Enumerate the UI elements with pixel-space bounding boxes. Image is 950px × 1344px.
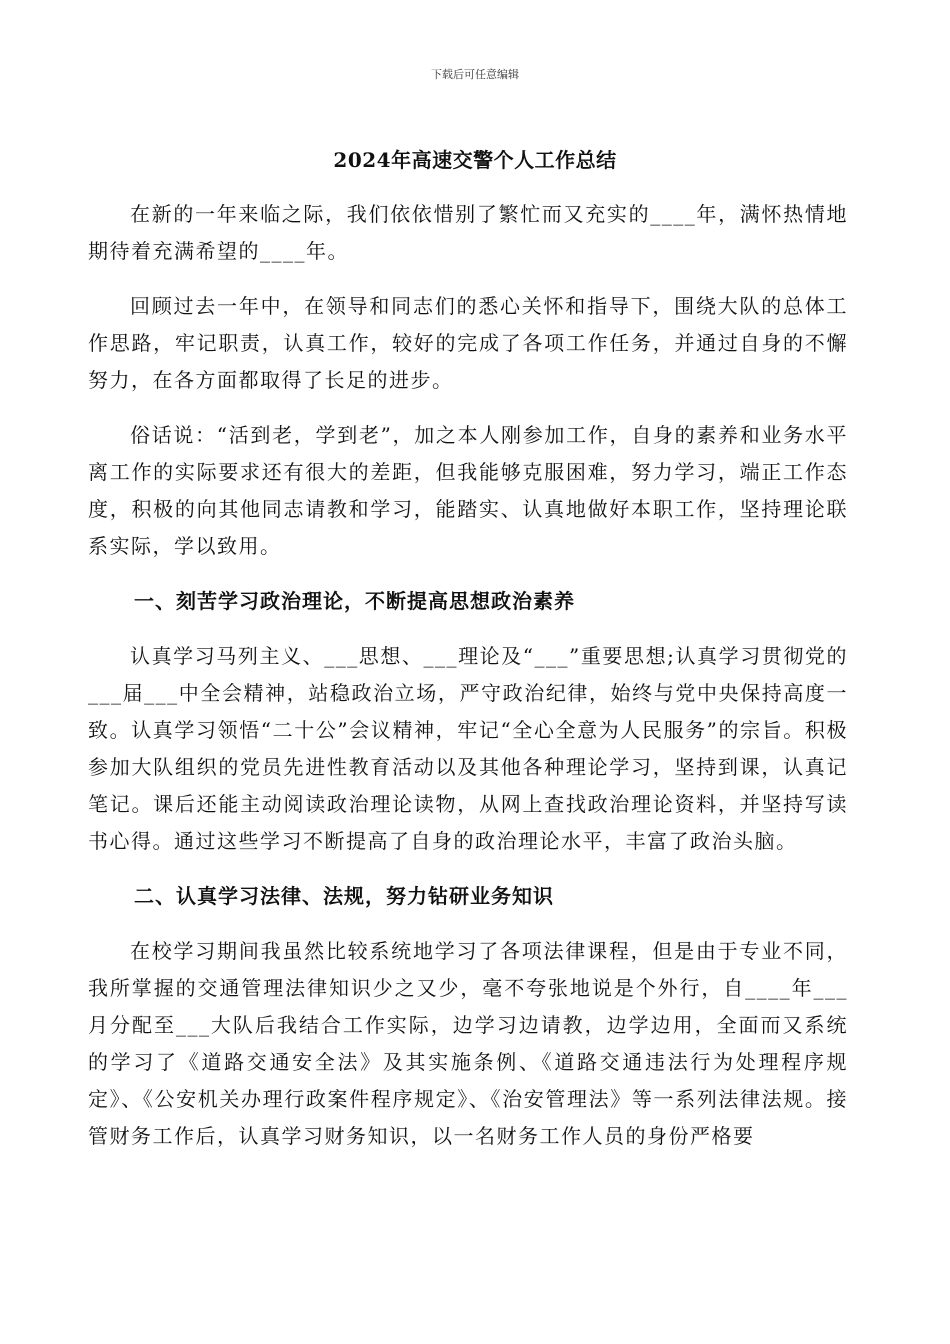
document-body	[88, 196, 848, 1173]
paragraph-review: 回顾过去一年中，在领导和同志们的悉心关怀和指导下，围绕大队的总体工作思路，牢记职责，认真工作，较好的完成了各项工作任务，并通过自身的不懈努力，在各方面都取得了长足的进步。	[88, 294, 848, 392]
paragraph-intro: 在新的一年来临之际，我们依依惜别了繁忙而又充实的____年，满怀热情地期待着充满希望的____年。	[88, 202, 848, 263]
paragraph-proverb: 俗话说：“活到老，学到老”，加之本人刚参加工作，自身的素养和业务水平离工作的实际要求还有很大的差距，但我能够克服困难，努力学习，端正工作态度，积极的向其他同志请教和学习，能踏实、认真地做好本职工作，坚持理论联系实际，学以致用。	[88, 423, 848, 558]
document-title: 2024年高速交警个人工作总结	[333, 148, 617, 172]
header-note: 下载后可任意编辑	[431, 68, 519, 81]
paragraph-legal-study: 在校学习期间我虽然比较系统地学习了各项法律课程，但是由于专业不同，我所掌握的交通管理法律知识少之又少，毫不夸张地说是个外行，自____年___月分配至___大队后我结合工作实际，边学习边请教，边学边用，全面而又系统的学习了《道路交通安全法》及其实施条例、《道路交通违法行为处理程序规定》、《公安机关办理行政案件程序规定》、《治安管理法》等一系列法律法规。接管财务工作后，认真学习财务知识，以一名财务工作人员的身份严格要	[88, 939, 848, 1148]
section-heading-2: 二、认真学习法律、法规，努力钻研业务知识	[134, 884, 554, 908]
section-heading-1: 一、刻苦学习政治理论，不断提高思想政治素养	[134, 589, 575, 613]
paragraph-political-study: 认真学习马列主义、___思想、___理论及“___”重要思想;认真学习贯彻党的___届___中全会精神，站稳政治立场，严守政治纪律，始终与党中央保持高度一致。认真学习领悟“二十公”会议精神，牢记“全心全意为人民服务”的宗旨。积极参加大队组织的党员先进性教育活动以及其他各种理论学习，坚持到课，认真记笔记。课后还能主动阅读政治理论读物，从网上查找政治理论资料，并坚持写读书心得。通过这些学习不断提高了自身的政治理论水平，丰富了政治头脑。	[88, 644, 848, 853]
